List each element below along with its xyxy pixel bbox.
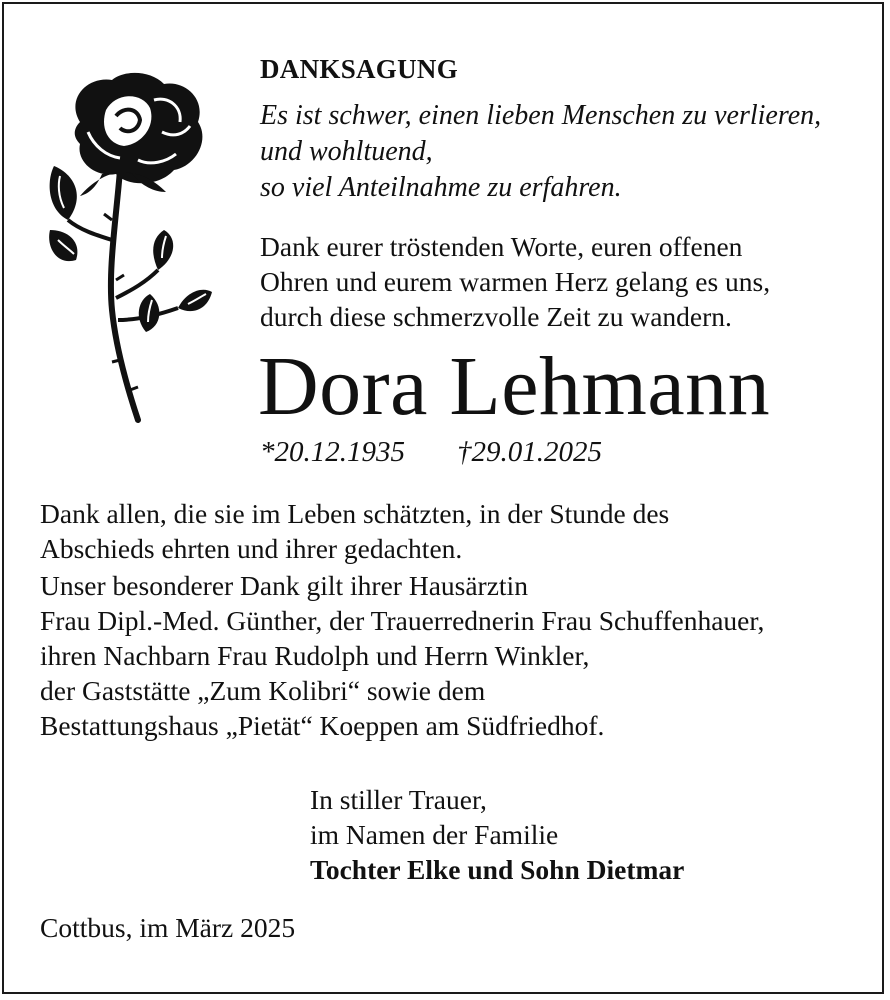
body-line: Abschieds ehrten und ihrer gedachten. [40,533,463,564]
notice-heading: DANKSAGUNG [260,54,459,84]
body-line: ihren Nachbarn Frau Rudolph und Herrn Winkler, [40,640,590,671]
body-line: Frau Dipl.-Med. Günther, der Trauerrednerin Frau Schuffenhauer, [40,605,765,636]
rose-icon [46,70,214,426]
signoff-line: In stiller Trauer, [310,784,487,815]
signatories: Tochter Elke und Sohn Dietmar [310,854,685,885]
quote-line: so viel Anteilnahme zu erfahren. [260,172,622,203]
gratitude-paragraph [40,496,669,566]
body-line: Unser besonderer Dank gilt ihrer Hausärztin [40,570,528,601]
body-line: Bestattungshaus „Pietät“ Koeppen am Südfriedhof. [40,710,605,741]
quote [260,98,821,206]
birth-date: *20.12.1935 [260,436,405,468]
quote-line: und wohltuend, [260,136,433,167]
place-date: Cottbus, im März 2025 [40,912,296,943]
quote-line: Es ist schwer, einen lieben Menschen zu verlieren, [260,100,822,131]
thanks-line: Ohren und eurem warmen Herz gelang es uns, [260,266,771,297]
body-line: der Gaststätte „Zum Kolibri“ sowie dem [40,675,486,706]
death-date: †29.01.2025 [457,436,602,468]
signoff-line: im Namen der Familie [310,819,559,850]
thanks-paragraph [260,229,770,334]
special-thanks-paragraph [40,568,764,743]
thanks-line: durch diese schmerzvolle Zeit zu wandern. [260,301,732,332]
body-line: Dank allen, die sie im Leben schätzten, in der Stunde des [40,498,670,529]
signoff [310,782,684,887]
deceased-name: Dora Lehmann [258,340,771,433]
life-dates [260,436,602,469]
thanks-line: Dank eurer tröstenden Worte, euren offenen [260,231,743,262]
